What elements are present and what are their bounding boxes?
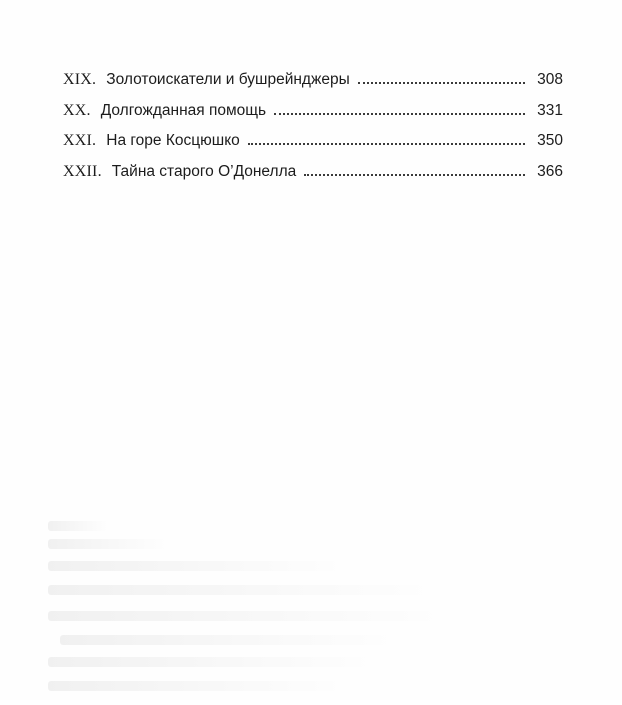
- reverse-side-show-through: [40, 505, 460, 705]
- chapter-title: Долгожданная помощь: [100, 101, 267, 119]
- show-through-line: [48, 657, 378, 667]
- chapter-title: Золотоискатели и бушрейнджеры: [106, 71, 350, 88]
- page-number: 331: [537, 101, 563, 119]
- chapter-number: XXI.: [63, 132, 97, 149]
- chapter-title: Тайна старого О’Донелла: [111, 162, 297, 180]
- chapter-number: XX.: [63, 101, 91, 119]
- show-through-line: [48, 681, 348, 691]
- toc-entry: [63, 71, 563, 102]
- show-through-line: [48, 611, 448, 621]
- dot-leader: [358, 82, 525, 84]
- toc-entry: [63, 163, 563, 194]
- table-of-contents: [63, 71, 563, 193]
- chapter-title: На горе Косцюшко: [106, 132, 240, 149]
- show-through-line: [48, 561, 348, 571]
- toc-entry: [63, 102, 563, 133]
- dot-leader: [248, 143, 525, 145]
- show-through-line: [60, 635, 400, 645]
- chapter-number: XIX.: [63, 71, 97, 88]
- dot-leader: [304, 174, 525, 176]
- chapter-number: XXII.: [63, 162, 102, 180]
- show-through-line: [48, 521, 108, 531]
- page-number: 366: [537, 162, 563, 180]
- toc-entry: [63, 132, 563, 163]
- page-number: 350: [537, 132, 563, 149]
- show-through-line: [48, 585, 438, 595]
- dot-leader: [274, 113, 525, 115]
- show-through-line: [48, 539, 168, 549]
- page-number: 308: [537, 71, 563, 88]
